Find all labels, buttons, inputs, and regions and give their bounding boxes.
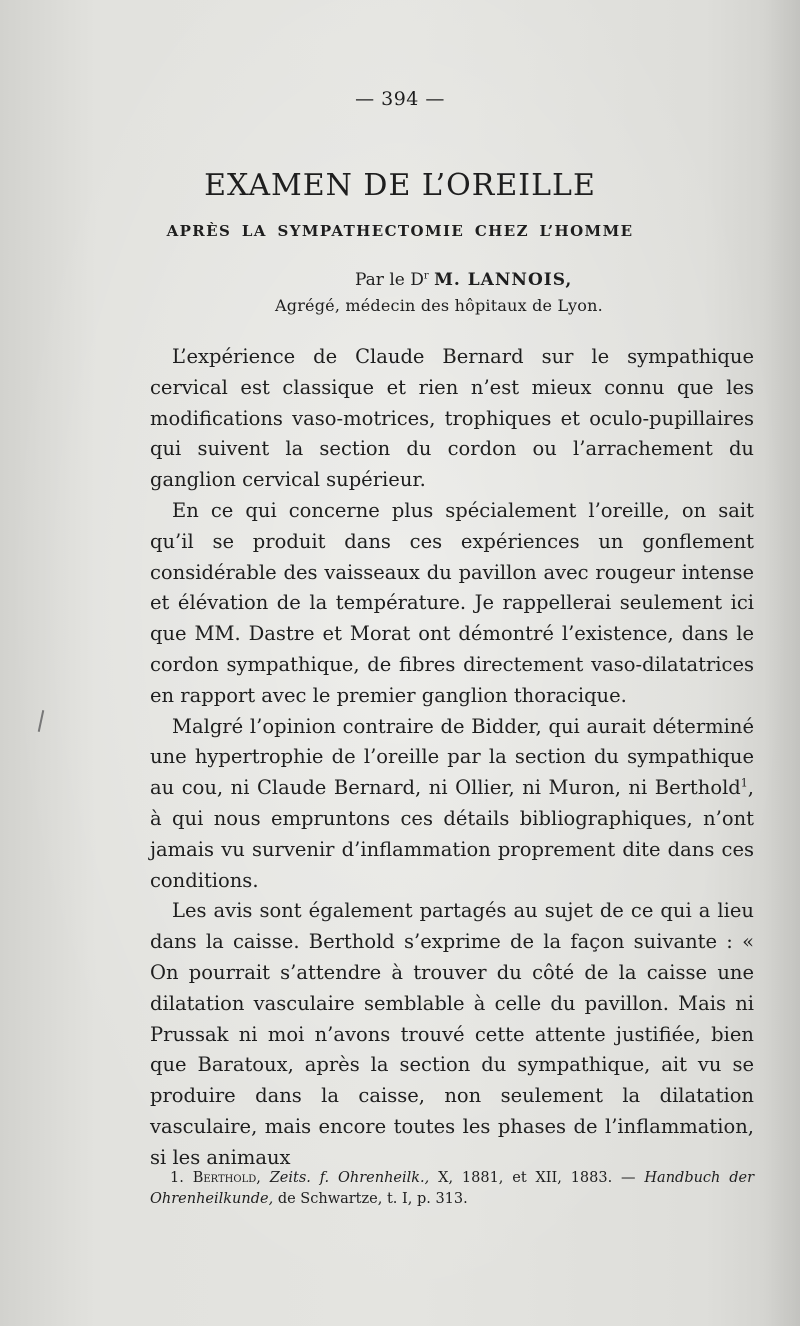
author-name: M. LANNOIS,: [434, 270, 573, 290]
paragraph-3: [150, 712, 754, 897]
byline-superscript: r: [423, 270, 429, 282]
paragraph-1: L’expérience de Claude Bernard sur le sympathique cervical est classique et rien n’est mieux connu que les modifications vaso-motrices, trophiques et oculo-pupillaires qui suivent la section du cordon ou l’arrachement du ganglion cervical supérieur.: [150, 345, 754, 492]
paragraph-2: En ce qui concerne plus spécialement l’oreille, on sait qu’il se produit dans ces expériences un gonflement considérable des vaisseaux du pavillon avec rougeur intense et élévation de la température. Je rappellerai seulement ici que MM. Dastre et Morat ont démontré l’existence, dans le cordon sympathique, de fibres directement vaso-dilatatrices en rapport avec le premier ganglion thoracique.: [150, 498, 754, 707]
footnote-ref-2: de Schwartze, t. I, p. 313.: [277, 1191, 468, 1207]
footnote: [150, 1168, 754, 1210]
footnote-journal: Zeits. f. Ohrenheilk.,: [269, 1170, 430, 1186]
paragraph-3-text-b: , à qui nous empruntons ces détails bibliographiques, n’ont jamais vu survenir d’inflammation proprement dite dans ces conditions.: [150, 776, 754, 892]
byline-prefix: Par le D: [355, 270, 424, 290]
footnote-reference[interactable]: 1: [740, 776, 748, 790]
footnote-1: [150, 1168, 754, 1210]
paragraph-4: Les avis sont également partagés au sujet de ce qui a lieu dans la caisse. Berthold s’exprime de la façon suivante : « On pourrait s’attendre à trouver du côté de la caisse une dilatation vasculaire semblable à celle du pavillon. Mais ni Prussak ni moi n’avons trouvé cette attente justifiée, bien que Baratoux, après la section du sympathique, ait vu se produire dans la caisse, non seulement la dilatation vasculaire, mais encore toutes les phases de l’inflammation, si les animaux: [150, 899, 754, 1169]
footnote-book: Handbuch der Ohrenheilkunde,: [150, 1170, 755, 1207]
footnote-ref-1: X, 1881, et XII, 1883. —: [438, 1170, 636, 1186]
footnote-number: 1.: [170, 1170, 184, 1186]
author-affiliation: Agrégé, médecin des hôpitaux de Lyon.: [275, 296, 603, 315]
article-subtitle: APRÈS LA SYMPATHECTOMIE CHEZ L’HOMME: [166, 222, 634, 240]
margin-pencil-mark: [38, 710, 45, 732]
footnote-author: Berthold,: [192, 1170, 261, 1186]
article-title: EXAMEN DE L’OREILLE: [204, 168, 596, 203]
article-body: [150, 342, 754, 1174]
paragraph-3-text-a: Malgré l’opinion contraire de Bidder, qui aurait déterminé une hypertrophie de l’oreille par la section du sympathique au cou, ni Claude Bernard, ni Ollier, ni Muron, ni Berthold: [150, 714, 754, 800]
page-number: — 394 —: [355, 88, 445, 110]
author-byline: [355, 270, 572, 290]
